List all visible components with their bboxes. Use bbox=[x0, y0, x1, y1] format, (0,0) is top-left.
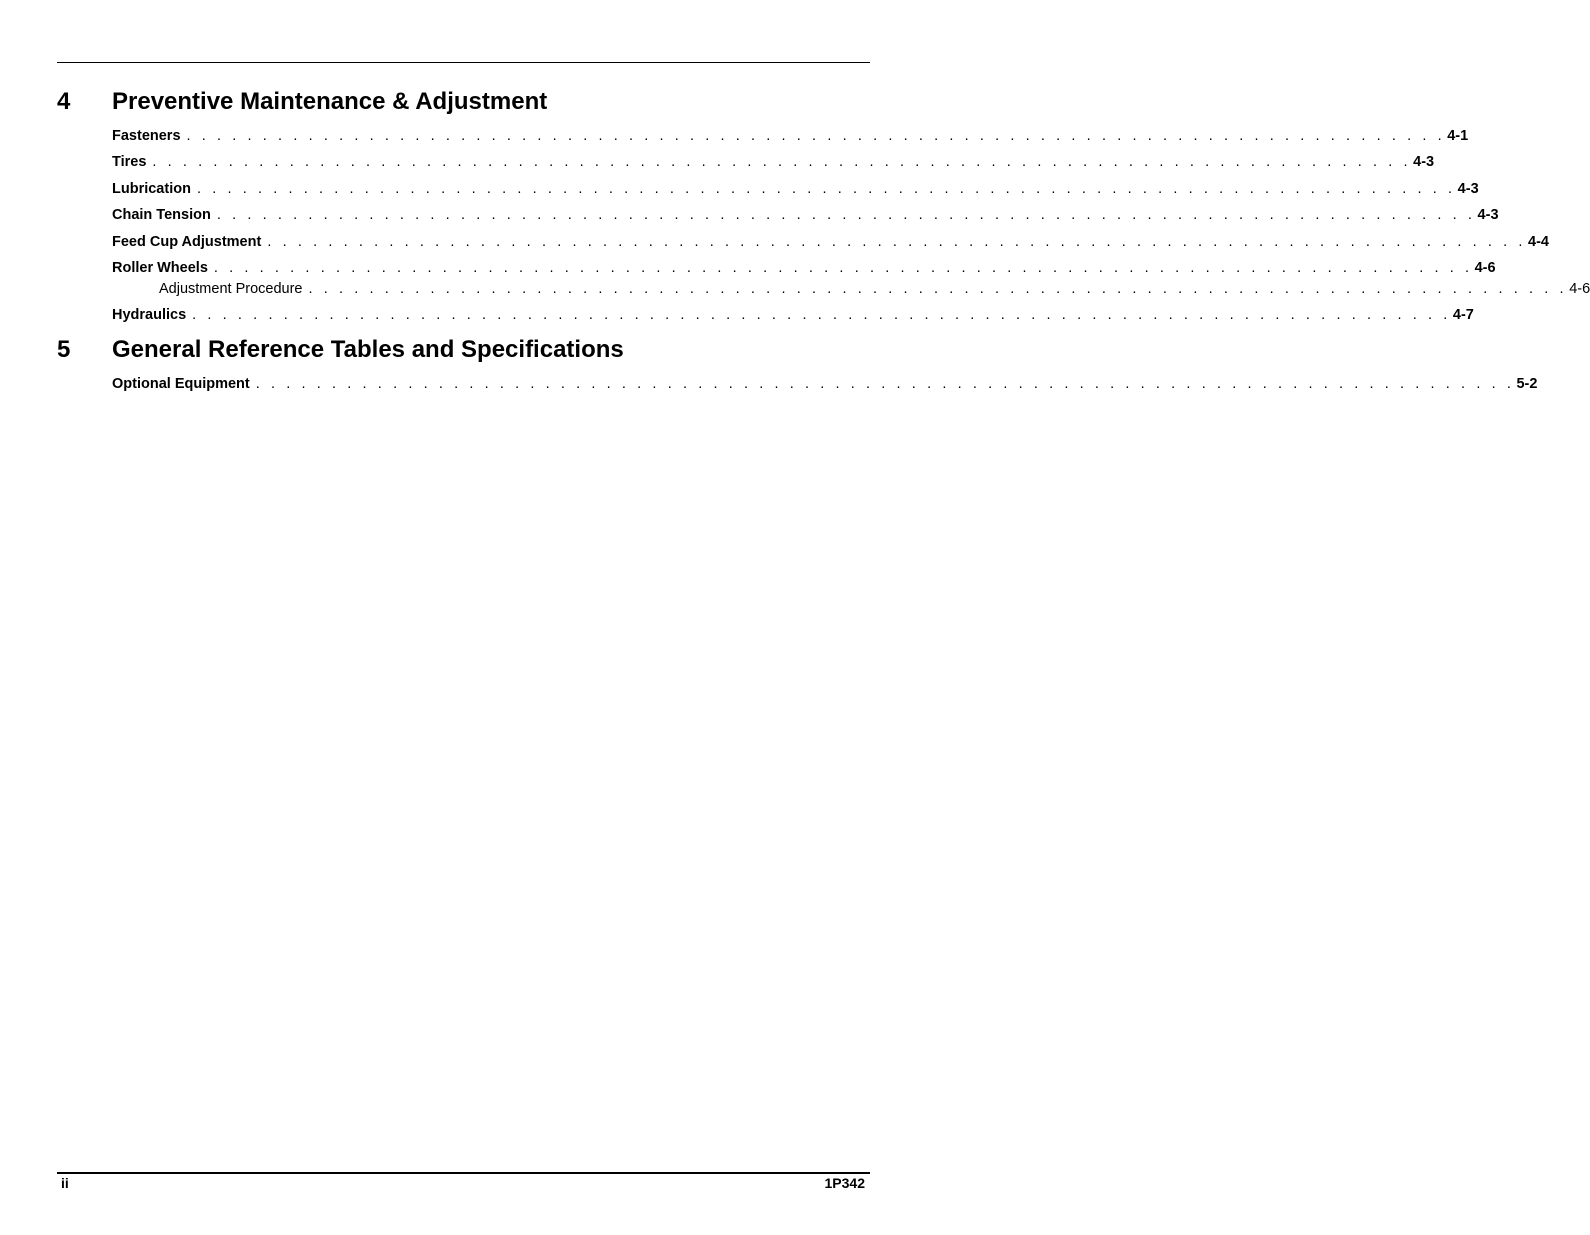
chapter-title: General Reference Tables and Specifications bbox=[112, 336, 624, 363]
toc-entry-page: 4-4 bbox=[1528, 234, 1549, 250]
dot-leader: . . . . . . . . . . . . . . . . . . . . . . . . . . . . . . . . . . . . . . . . . . . . . . . . . . . . . . . . . . . . . . . . . . . . . . . . . . . . . . . . . . . bbox=[308, 281, 1568, 297]
toc-entry-feed-cup-adjustment[interactable] bbox=[112, 233, 1549, 251]
dot-leader: . . . . . . . . . . . . . . . . . . . . . . . . . . . . . . . . . . . . . . . . . . . . . . . . . . . . . . . . . . . . . . . . . . . . . . . . . . . . . . . . . . . bbox=[216, 207, 1476, 223]
header-rule bbox=[57, 62, 870, 63]
footer-rule bbox=[57, 1172, 870, 1174]
toc-entry-chain-tension[interactable] bbox=[112, 206, 1499, 224]
toc-entry-label: Fasteners bbox=[112, 128, 181, 144]
toc-entry-label: Hydraulics bbox=[112, 307, 187, 323]
footer-document-id: 1P342 bbox=[824, 1175, 865, 1191]
chapter-title: Preventive Maintenance & Adjustment bbox=[112, 88, 548, 115]
toc-entry-label: Feed Cup Adjustment bbox=[112, 234, 262, 250]
footer-page-number: ii bbox=[61, 1175, 69, 1191]
toc-entry-label: Lubrication bbox=[112, 181, 191, 197]
toc-entry-lubrication[interactable] bbox=[112, 180, 1479, 198]
toc-entry-label: Chain Tension bbox=[112, 207, 211, 223]
toc-entry-optional-equipment[interactable] bbox=[112, 375, 1538, 393]
toc-entry-tires[interactable] bbox=[112, 153, 1435, 171]
toc-entry-page: 4-3 bbox=[1413, 154, 1435, 170]
toc-entry-page: 4-7 bbox=[1452, 307, 1474, 323]
toc-entry-label: Optional Equipment bbox=[112, 376, 250, 392]
toc-entry-page: 4-3 bbox=[1477, 207, 1499, 223]
toc-entry-page: 4-1 bbox=[1447, 128, 1469, 144]
chapter-number: 5 bbox=[57, 336, 71, 363]
dot-leader: . . . . . . . . . . . . . . . . . . . . . . . . . . . . . . . . . . . . . . . . . . . . . . . . . . . . . . . . . . . . . . . . . . . . . . . . . . . . . . . . . . . bbox=[267, 234, 1527, 250]
dot-leader: . . . . . . . . . . . . . . . . . . . . . . . . . . . . . . . . . . . . . . . . . . . . . . . . . . . . . . . . . . . . . . . . . . . . . . . . . . . . . . . . . . . bbox=[192, 307, 1451, 323]
dot-leader: . . . . . . . . . . . . . . . . . . . . . . . . . . . . . . . . . . . . . . . . . . . . . . . . . . . . . . . . . . . . . . . . . . . . . . . . . . . . . . . . . . . bbox=[213, 260, 1473, 276]
dot-leader: . . . . . . . . . . . . . . . . . . . . . . . . . . . . . . . . . . . . . . . . . . . . . . . . . . . . . . . . . . . . . . . . . . . . . . . . . . . . . . . . . . . bbox=[255, 376, 1515, 392]
toc-subentry-adjustment-procedure[interactable] bbox=[159, 280, 1590, 298]
chapter-5-heading bbox=[57, 335, 817, 365]
dot-leader: . . . . . . . . . . . . . . . . . . . . . . . . . . . . . . . . . . . . . . . . . . . . . . . . . . . . . . . . . . . . . . . . . . . . . . . . . . . . . . . . . . . bbox=[152, 154, 1412, 170]
toc-entry-page: 4-6 bbox=[1569, 281, 1590, 297]
toc-entry-label: Roller Wheels bbox=[112, 260, 208, 276]
toc-entry-fasteners[interactable] bbox=[112, 127, 1469, 145]
toc-entry-hydraulics[interactable] bbox=[112, 306, 1474, 324]
toc-entry-page: 4-3 bbox=[1457, 181, 1479, 197]
toc-entry-label: Adjustment Procedure bbox=[159, 281, 303, 297]
chapter-number: 4 bbox=[57, 88, 71, 115]
dot-leader: . . . . . . . . . . . . . . . . . . . . . . . . . . . . . . . . . . . . . . . . . . . . . . . . . . . . . . . . . . . . . . . . . . . . . . . . . . . . . . . . . . . bbox=[186, 128, 1446, 144]
toc-entry-roller-wheels[interactable] bbox=[112, 259, 1496, 277]
chapter-4-heading bbox=[57, 87, 817, 117]
toc-entry-label: Tires bbox=[112, 154, 147, 170]
toc-entry-page: 5-2 bbox=[1516, 376, 1538, 392]
toc-entry-page: 4-6 bbox=[1474, 260, 1496, 276]
dot-leader: . . . . . . . . . . . . . . . . . . . . . . . . . . . . . . . . . . . . . . . . . . . . . . . . . . . . . . . . . . . . . . . . . . . . . . . . . . . . . . . . . . . bbox=[196, 181, 1456, 197]
